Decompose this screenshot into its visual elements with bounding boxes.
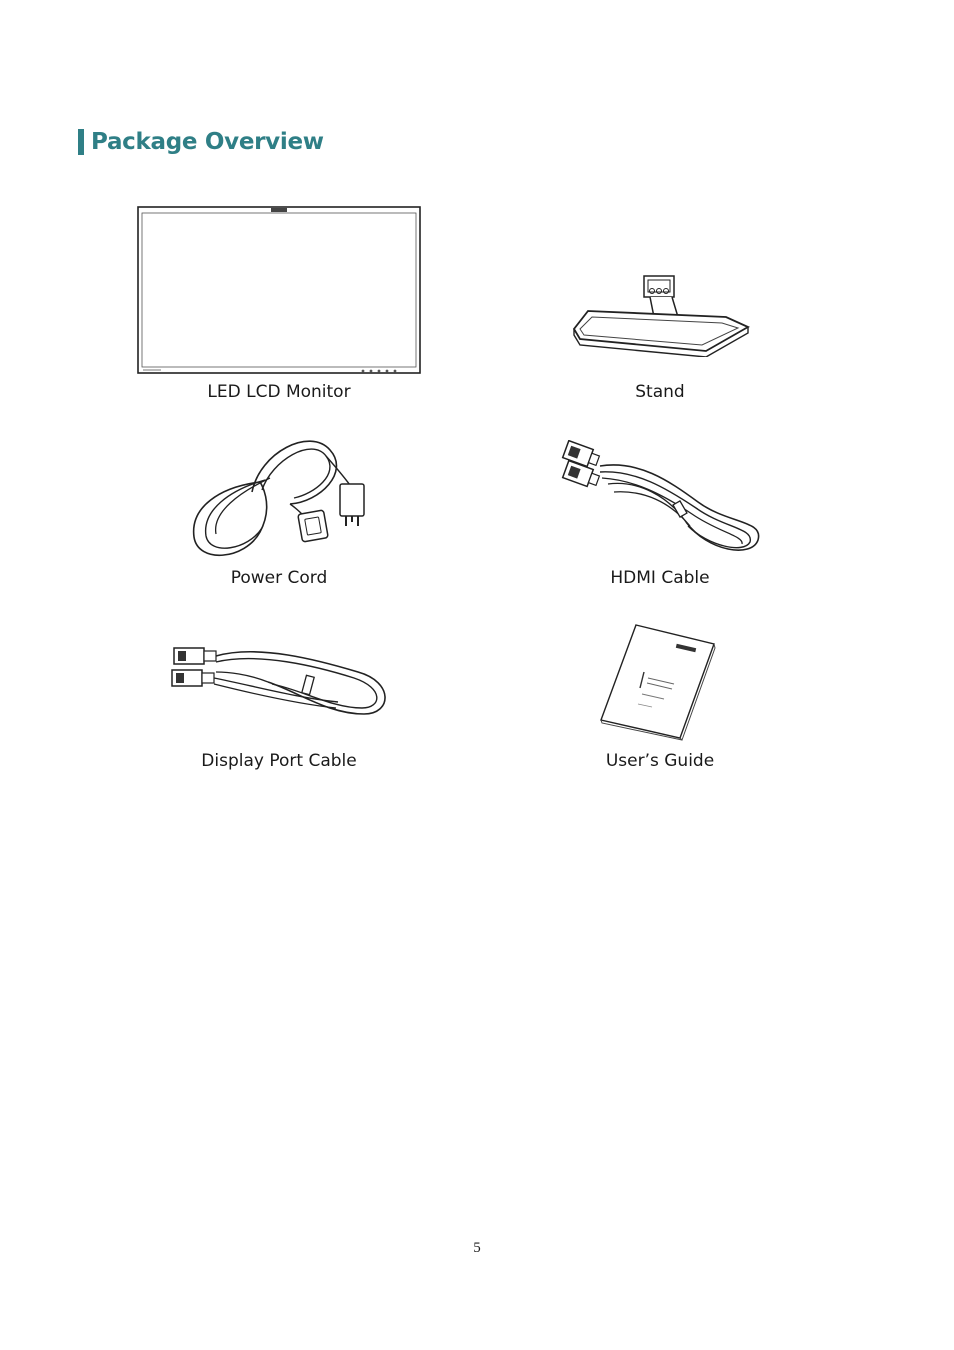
section-heading [78, 128, 324, 156]
stand-illustration [570, 273, 752, 357]
page-number: 5 [473, 1240, 481, 1256]
hdmi-cable-illustration [558, 440, 764, 558]
display-port-cable-illustration [168, 642, 392, 722]
power-cord-illustration [190, 432, 372, 564]
item-label-monitor: LED LCD Monitor [207, 382, 351, 402]
item-label-stand: Stand [635, 382, 685, 402]
item-label-power-cord: Power Cord [230, 568, 328, 588]
item-label-users-guide: User’s Guide [605, 751, 715, 771]
page-title: Package Overview [91, 129, 324, 155]
item-label-hdmi-cable: HDMI Cable [610, 568, 710, 588]
heading-accent-bar [78, 129, 84, 155]
item-label-display-port-cable: Display Port Cable [201, 751, 357, 771]
users-guide-illustration [598, 622, 718, 742]
monitor-illustration [137, 206, 423, 378]
